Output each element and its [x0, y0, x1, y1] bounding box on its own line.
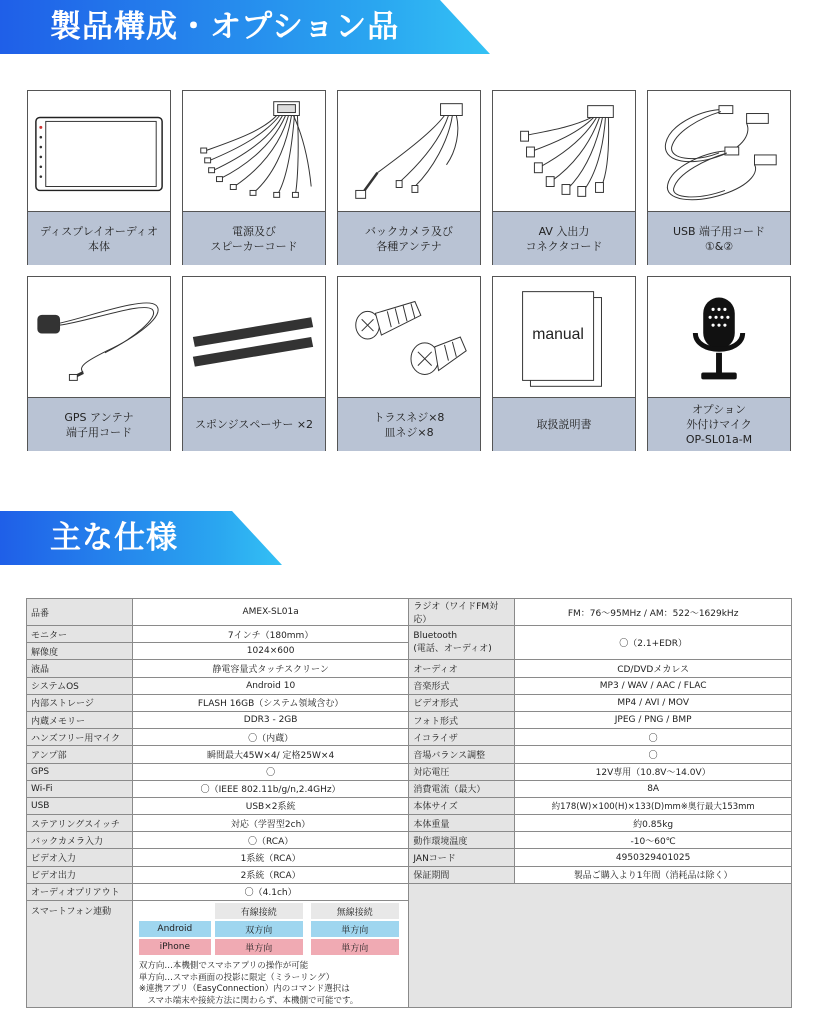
spec-value: FLASH 16GB（システム領域含む） — [132, 694, 409, 711]
spec-value: 〇（2.1+EDR） — [515, 626, 792, 660]
component-caption: USB 端子用コード ①&② — [648, 211, 790, 265]
spec-value: CD/DVDメカレス — [515, 660, 792, 677]
spec-label: 液晶 — [27, 660, 133, 677]
spec-value: 瞬間最大45W×4/ 定格25W×4 — [132, 746, 409, 763]
spec-value: 1024×600 — [132, 643, 409, 660]
spec-value: 〇（4.1ch） — [132, 883, 409, 900]
spec-value: USB×2系統 — [132, 797, 409, 814]
spec-row — [27, 832, 792, 849]
component-card-sponge-spacers — [182, 276, 326, 451]
spec-label: 内部ストレージ — [27, 694, 133, 711]
spec-value: 2系統（RCA） — [132, 866, 409, 883]
iphone-wireless: 単方向 — [311, 939, 399, 955]
spec-label: 動作環境温度 — [409, 832, 515, 849]
spec-value: 〇（IEEE 802.11b/g/n,2.4GHz） — [132, 780, 409, 797]
section-banner-components — [0, 0, 500, 54]
section-title-specs: 主な仕様 — [50, 520, 178, 556]
component-card-microphone — [647, 276, 791, 451]
spec-value: 〇 — [515, 729, 792, 746]
spec-value: 約0.85kg — [515, 815, 792, 832]
spec-label: オーディオ — [409, 660, 515, 677]
spec-label: ビデオ形式 — [409, 694, 515, 711]
component-caption: GPS アンテナ 端子用コード — [28, 397, 170, 451]
spec-table — [26, 598, 792, 1008]
spec-label: GPS — [27, 763, 133, 780]
spec-row — [27, 866, 792, 883]
component-caption: スポンジスペーサー ×2 — [183, 397, 325, 451]
spec-label: 消費電流（最大） — [409, 780, 515, 797]
spec-label: 解像度 — [27, 643, 133, 660]
spec-value: 〇 — [132, 763, 409, 780]
display-unit-image — [28, 91, 170, 211]
spec-label: 内蔵メモリー — [27, 711, 133, 728]
spec-value: 12V専用（10.8V～14.0V） — [515, 763, 792, 780]
spec-row — [27, 746, 792, 763]
component-caption: AV 入出力 コネクタコード — [493, 211, 635, 265]
component-card-gps-antenna — [27, 276, 171, 451]
header-wireless: 無線接続 — [311, 903, 399, 919]
component-card-display — [27, 90, 171, 265]
smartphone-notes: 双方向…本機側でスマホアプリの操作が可能 単方向…スマホ画面の投影に限定（ミラーリング） ※連携アプリ（EasyConnection）内のコマンド選択は スマホ端末や接続方法に関わらず、本機側で可能です。 — [138, 961, 359, 1006]
spec-value: 7インチ（180mm） — [132, 626, 409, 643]
spec-row — [27, 626, 792, 643]
spec-value: DDR3 - 2GB — [132, 711, 409, 728]
sponge-spacers-image — [183, 277, 325, 397]
spec-label: 本体サイズ — [409, 797, 515, 814]
spec-label: ビデオ入力 — [27, 849, 133, 866]
spec-value: 1系統（RCA） — [132, 849, 409, 866]
component-card-power-harness — [182, 90, 326, 265]
spec-label: ハンズフリー用マイク — [27, 729, 133, 746]
smartphone-link-panel — [133, 901, 409, 1007]
component-caption: ディスプレイオーディオ 本体 — [28, 211, 170, 265]
spec-value: Android 10 — [132, 677, 409, 694]
spec-label: システムOS — [27, 677, 133, 694]
component-caption: オプション 外付けマイク OP-SL01a-M — [648, 397, 790, 451]
spec-label: オーディオプリアウト — [27, 883, 133, 900]
android-label: Android — [139, 921, 211, 937]
spec-value: AMEX-SL01a — [132, 599, 409, 626]
android-row — [139, 921, 399, 937]
smartphone-link-cell — [132, 901, 409, 1008]
smartphone-header-row — [139, 903, 399, 919]
component-card-screws — [337, 276, 481, 451]
spec-label: 対応電圧 — [409, 763, 515, 780]
component-card-av-cable — [492, 90, 636, 265]
iphone-label: iPhone — [139, 939, 211, 955]
spec-row — [27, 660, 792, 677]
android-wired: 双方向 — [215, 921, 303, 937]
spec-label: スマートフォン連動 — [27, 901, 133, 1008]
spec-label: Bluetooth (電話、オーディオ) — [409, 626, 515, 660]
component-caption: バックカメラ及び 各種アンテナ — [338, 211, 480, 265]
spec-value: 〇（RCA） — [132, 832, 409, 849]
section-banner-specs — [0, 511, 290, 565]
spec-label: 保証期間 — [409, 866, 515, 883]
spec-label: 音場バランス調整 — [409, 746, 515, 763]
spec-label: フォト形式 — [409, 711, 515, 728]
section-title-components: 製品構成・オプション品 — [50, 9, 400, 45]
spec-row — [27, 815, 792, 832]
camera-cable-image — [338, 91, 480, 211]
spec-row — [27, 780, 792, 797]
spec-label: USB — [27, 797, 133, 814]
component-card-camera-cable — [337, 90, 481, 265]
spec-row — [27, 599, 792, 626]
header-spacer — [139, 903, 211, 919]
component-caption: 取扱説明書 — [493, 397, 635, 451]
spec-label: 音楽形式 — [409, 677, 515, 694]
spec-value: 8A — [515, 780, 792, 797]
spec-label: ステアリングスイッチ — [27, 815, 133, 832]
spec-label: ビデオ出力 — [27, 866, 133, 883]
spec-value: FM：76～95MHz / AM：522～1629kHz — [515, 599, 792, 626]
component-caption: トラスネジ×8 皿ネジ×8 — [338, 397, 480, 451]
spec-value: 対応（学習型2ch） — [132, 815, 409, 832]
microphone-icon — [648, 277, 790, 397]
power-harness-image — [183, 91, 325, 211]
spec-label: モニター — [27, 626, 133, 643]
spec-row — [27, 694, 792, 711]
spec-label: ラジオ（ワイドFM対応） — [409, 599, 515, 626]
spec-label: バックカメラ入力 — [27, 832, 133, 849]
manual-cover-text: manual — [532, 325, 584, 343]
iphone-wired: 単方向 — [215, 939, 303, 955]
spec-value: 静電容量式タッチスクリーン — [132, 660, 409, 677]
spec-value: 約178(W)×100(H)×133(D)mm※奥行最大153mm — [515, 797, 792, 814]
spec-row — [27, 797, 792, 814]
spec-value: 4950329401025 — [515, 849, 792, 866]
spec-value: 〇（内蔵） — [132, 729, 409, 746]
gps-antenna-image — [28, 277, 170, 397]
spec-value: MP3 / WAV / AAC / FLAC — [515, 677, 792, 694]
header-wired: 有線接続 — [215, 903, 303, 919]
spec-row — [27, 711, 792, 728]
component-card-usb-cables — [647, 90, 791, 265]
av-cable-image — [493, 91, 635, 211]
spec-label: Wi-Fi — [27, 780, 133, 797]
iphone-row — [139, 939, 399, 955]
spec-value: 製品ご購入より1年間（消耗品は除く） — [515, 866, 792, 883]
smartphone-link-grid — [139, 903, 399, 957]
spec-empty-cell — [409, 883, 792, 1007]
spec-value: 〇 — [515, 746, 792, 763]
usb-cables-image — [648, 91, 790, 211]
spec-label: イコライザ — [409, 729, 515, 746]
android-wireless: 単方向 — [311, 921, 399, 937]
spec-row — [27, 677, 792, 694]
spec-label: アンプ部 — [27, 746, 133, 763]
spec-value: JPEG / PNG / BMP — [515, 711, 792, 728]
manual-image — [493, 277, 635, 397]
component-card-manual — [492, 276, 636, 451]
screws-image — [338, 277, 480, 397]
spec-label: 品番 — [27, 599, 133, 626]
spec-row — [27, 729, 792, 746]
spec-label: 本体重量 — [409, 815, 515, 832]
spec-row — [27, 849, 792, 866]
component-caption: 電源及び スピーカーコード — [183, 211, 325, 265]
spec-row — [27, 763, 792, 780]
spec-value: -10～60℃ — [515, 832, 792, 849]
spec-label: JANコード — [409, 849, 515, 866]
spec-row — [27, 883, 792, 900]
spec-value: MP4 / AVI / MOV — [515, 694, 792, 711]
